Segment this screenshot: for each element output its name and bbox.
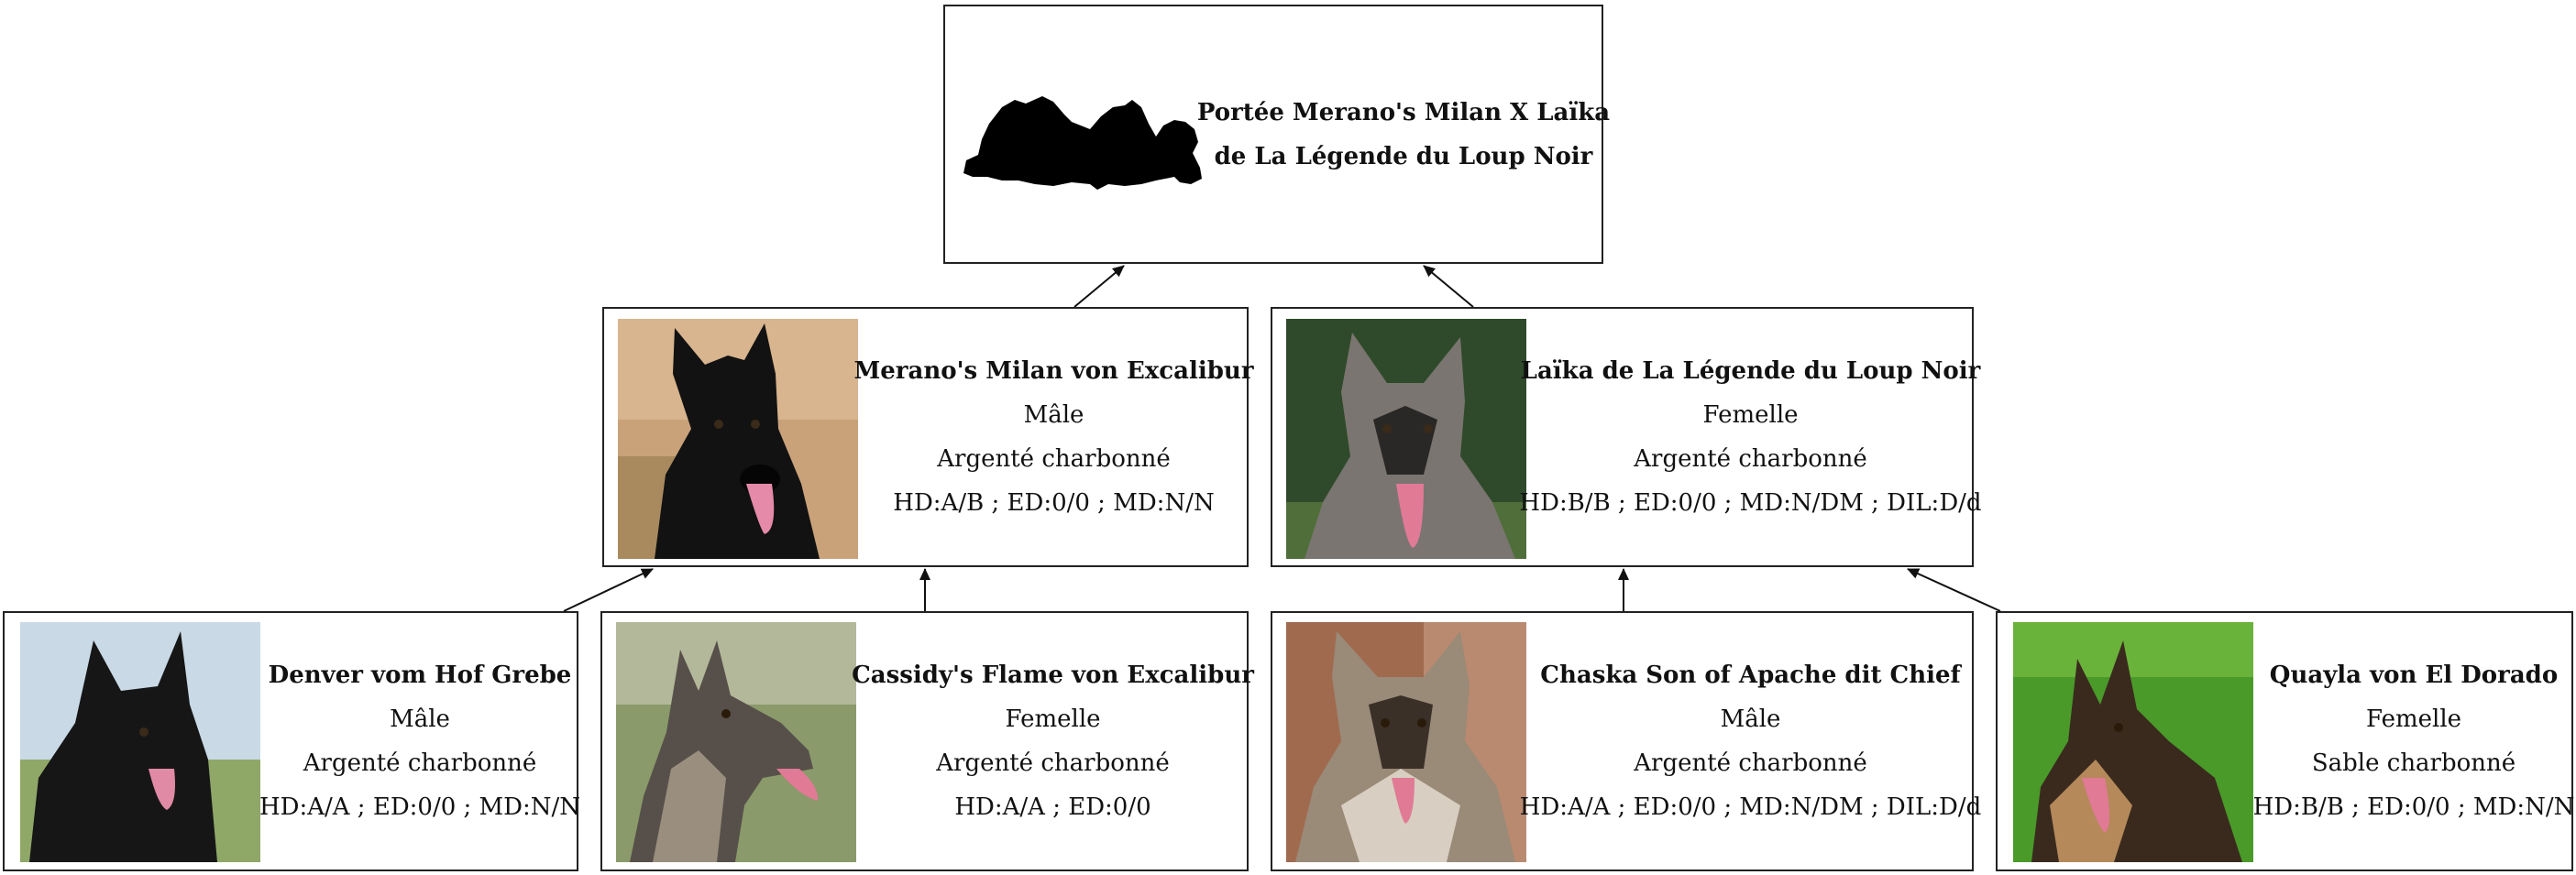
dog-color: Sable charbonné [2311,749,2516,777]
dog-health: HD:B/B ; ED:0/0 ; MD:N/DM ; DIL:D/d [1519,489,1982,517]
dog-photo-chaska [1286,622,1526,862]
dog-sex: Femelle [2365,705,2462,733]
dog-name: Cassidy's Flame von Excalibur [852,662,1254,689]
dog-photo-merano [618,319,858,559]
dog-photo-denver [20,622,260,862]
dam-info [1519,309,1982,565]
dog-photo-cassidy [616,622,856,862]
grandsire-maternal-info [1519,613,1982,870]
dog-color: Argenté charbonné [937,445,1171,473]
dog-health: HD:A/A ; ED:0/0 ; MD:N/DM ; DIL:D/d [1519,793,1982,821]
granddam-paternal-node [600,611,1254,871]
dog-name: Denver vom Hof Grebe [268,662,572,689]
edge-quayla-to-dam [1908,569,2000,611]
edge-dam-to-litter [1424,266,1473,307]
dog-sex: Femelle [1702,401,1799,429]
dog-color: Argenté charbonné [303,749,537,777]
dog-health: HD:B/B ; ED:0/0 ; MD:N/N [2252,793,2575,821]
dog-color: Argenté charbonné [936,749,1170,777]
dog-photo-quayla [2013,622,2253,862]
dog-name: Merano's Milan von Excalibur [853,357,1254,385]
litter-title-line1: Portée Merano's Milan X Laïka [1196,98,1611,126]
dog-sex: Femelle [1005,705,1101,733]
dog-sex: Mâle [390,705,450,733]
puppies-silhouette-icon [962,89,1205,194]
litter-title [1196,6,1611,262]
granddam-maternal-info [2252,613,2575,870]
edge-sire-to-litter [1074,266,1124,307]
dog-name: Laïka de La Légende du Loup Noir [1520,357,1981,385]
dog-photo-laika [1286,319,1526,559]
granddam-paternal-info [852,613,1254,870]
dog-name: Quayla von El Dorado [2269,662,2559,689]
granddam-maternal-node [1996,611,2573,871]
edge-denver-to-sire [564,569,653,611]
sire-node [602,307,1254,567]
grandsire-paternal-node [3,611,581,871]
dog-health: HD:A/B ; ED:0/0 ; MD:N/N [893,489,1215,517]
dog-health: HD:A/A ; ED:0/0 ; MD:N/N [259,793,581,821]
dog-sex: Mâle [1023,401,1084,429]
sire-info [853,309,1254,565]
dog-health: HD:A/A ; ED:0/0 [954,793,1151,821]
dam-node [1271,307,1982,567]
dog-sex: Mâle [1720,705,1781,733]
dog-name: Chaska Son of Apache dit Chief [1540,662,1961,689]
grandsire-maternal-node [1271,611,1982,871]
litter-title-line2: de La Légende du Loup Noir [1214,142,1593,170]
dog-color: Argenté charbonné [1634,445,1867,473]
litter-node [943,5,1611,264]
dog-color: Argenté charbonné [1634,749,1867,777]
grandsire-paternal-info [259,613,581,870]
